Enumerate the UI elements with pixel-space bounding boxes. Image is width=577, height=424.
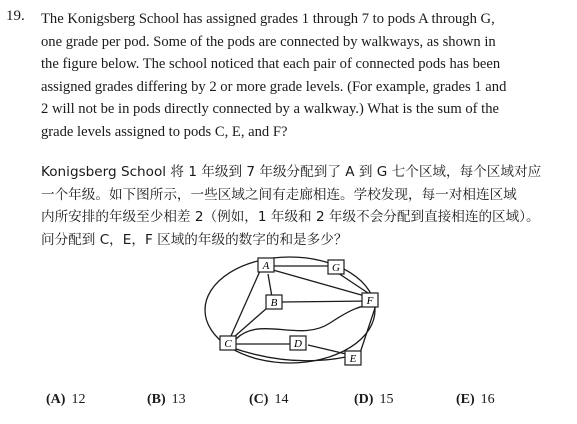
walkway-d-e: [308, 345, 346, 354]
walkway-c-f: [236, 304, 372, 339]
choice-c[interactable]: [249, 392, 288, 408]
choice-label: (B): [147, 392, 166, 407]
choice-value: 14: [274, 392, 289, 407]
pod-g-label: G: [332, 262, 340, 274]
pod-a-label: A: [262, 260, 270, 272]
chinese-line: 问分配到 C，E，F 区域的年级的数字的和是多少？: [41, 231, 348, 248]
pod-e-label: E: [349, 353, 357, 365]
walkway-b-c: [234, 308, 267, 337]
walkway-c-e: [230, 347, 346, 361]
answer-choices: [0, 392, 577, 412]
choice-label: (D): [354, 392, 374, 407]
walkway-a-b: [268, 274, 272, 297]
choice-b[interactable]: [147, 392, 186, 408]
chinese-line: 内所安排的年级至少相差 2（例如，1 年级和 2 年级不会分配到直接相连的区域）。: [41, 209, 540, 226]
chinese-line: 一个年级。如下图所示，一些区域之间有走廊相连。学校发现，每一对相连区域: [41, 186, 517, 203]
english-line: one grade per pod. Some of the pods are connected by walkways, as shown in: [41, 33, 496, 50]
choice-d[interactable]: [354, 392, 393, 408]
choice-a[interactable]: [46, 392, 85, 408]
pod-d-label: D: [294, 338, 302, 350]
walkway-b-f: [282, 301, 372, 302]
choice-value: 15: [379, 392, 394, 407]
english-line: grade levels assigned to pods C, E, and F?: [41, 123, 288, 140]
choice-label: (E): [456, 392, 475, 407]
choice-e[interactable]: [456, 392, 495, 408]
walkway-a-f: [273, 270, 372, 298]
pod-f-label: F: [366, 295, 374, 307]
choice-value: 13: [171, 392, 186, 407]
pod-b-label: B: [270, 297, 278, 309]
question-text-chinese: [41, 161, 569, 251]
english-line: The Konigsberg School has assigned grades 1 through 7 to pods A through G,: [41, 11, 495, 27]
english-line: the figure below. The school noticed that each pair of connected pods has been: [41, 56, 501, 73]
english-line: 2 will not be in pods directly connected by a walkway.) What is the sum of the: [41, 101, 499, 118]
pod-walkway-figure: [200, 253, 380, 371]
choice-label: (A): [46, 392, 66, 407]
question-number: 19.: [6, 8, 25, 24]
walkway-e-f: [360, 305, 376, 353]
question-text-english: [41, 8, 569, 144]
pod-c-label: C: [224, 338, 232, 350]
choice-label: (C): [249, 392, 269, 407]
choice-value: 16: [480, 392, 495, 407]
chinese-line: Konigsberg School 将 1 年级到 7 年级分配到了 A 到 G 七个区域，每个区域对应: [41, 164, 542, 180]
choice-value: 12: [71, 392, 86, 407]
english-line: assigned grades differing by 2 or more grade levels. (For example, grades 1 and: [41, 78, 507, 95]
